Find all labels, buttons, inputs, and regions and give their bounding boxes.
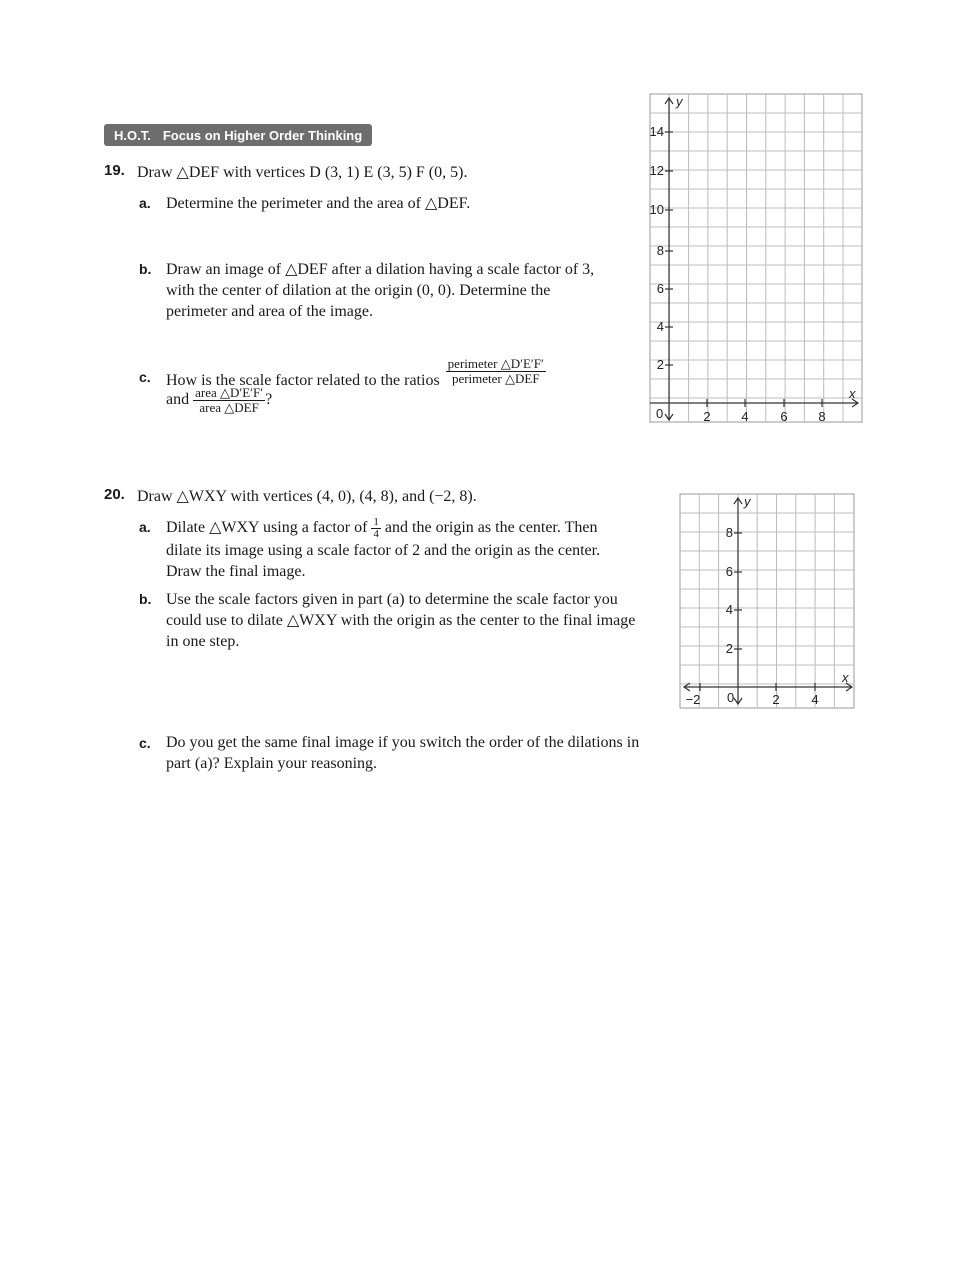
grid-2-y-label: y xyxy=(744,494,751,509)
grid-1-border xyxy=(650,94,862,422)
grid-2-x-tick: −2 xyxy=(685,692,701,707)
hot-badge xyxy=(104,124,372,146)
grid-1-y-tick: 12 xyxy=(649,163,664,178)
problem-19-stem: Draw △DEF with vertices D (3, 1) E (3, 5) F (0, 5). xyxy=(137,164,468,181)
problem-19c-line2 xyxy=(166,386,272,415)
grid-2-y-tick: 2 xyxy=(725,641,733,656)
grid-1-x-tick: 4 xyxy=(741,409,749,424)
problem-19b-letter: b. xyxy=(139,261,152,277)
grid-2-lines xyxy=(680,494,854,708)
grid-1-y-tick: 6 xyxy=(656,281,664,296)
area-ratio-num: area △D′E′F′ xyxy=(195,385,264,400)
problem-19c-text: How is the scale factor related to the ratios xyxy=(166,372,440,390)
grid-2-y-tick: 8 xyxy=(725,525,733,540)
grid-2-y-tick: 4 xyxy=(725,602,733,617)
one-quarter-den: 4 xyxy=(373,528,379,540)
problem-19a-text: Determine the perimeter and the area of △DEF. xyxy=(166,195,471,212)
grid-2-x-label: x xyxy=(842,670,849,685)
problem-20c-letter: c. xyxy=(139,735,151,751)
problem-20c-text: Do you get the same final image if you switch the order of the dilations in part (a)? Explain your reasoning. xyxy=(166,734,640,772)
problem-20a-text-2: and the origin as the center. Then dilate its image using a scale factor of 2 and the origin as the center. Draw the final image. xyxy=(166,519,601,580)
coordinate-grid-1[interactable] xyxy=(640,90,866,426)
problem-20b-letter: b. xyxy=(139,591,152,607)
problem-19c-qmark: ? xyxy=(265,391,273,409)
grid-2-y-tick: 6 xyxy=(725,564,733,579)
grid-1-x-tick: 2 xyxy=(703,409,711,424)
coordinate-grid-2[interactable] xyxy=(676,490,860,712)
badge-title: Focus on Higher Order Thinking xyxy=(162,127,363,143)
problem-20a-letter: a. xyxy=(139,519,151,535)
grid-1-y-tick: 8 xyxy=(656,243,664,258)
perimeter-ratio-num: perimeter △D′E′F′ xyxy=(447,356,544,371)
area-ratio-den: area △DEF xyxy=(199,400,259,415)
badge-hot-label: H.O.T. xyxy=(114,127,151,143)
grid-1-x-label: x xyxy=(849,386,856,401)
problem-20a-text xyxy=(166,517,636,582)
grid-2-x-tick: 4 xyxy=(811,692,819,707)
grid-1-y-label: y xyxy=(676,94,683,109)
one-quarter-num: 1 xyxy=(373,516,379,528)
problem-19-number: 19. xyxy=(104,162,125,179)
grid-1-x-tick: 8 xyxy=(818,409,826,424)
grid-1-y-ticks xyxy=(650,124,664,372)
grid-1-axes xyxy=(650,98,858,420)
area-ratio xyxy=(193,386,265,415)
one-quarter-fraction xyxy=(371,517,381,540)
grid-2-axes xyxy=(684,498,852,704)
grid-1-y-tick: 10 xyxy=(649,202,664,217)
grid-2-border xyxy=(680,494,854,708)
problem-20-number: 20. xyxy=(104,486,125,503)
grid-2-origin: 0 xyxy=(727,690,735,705)
grid-1-y-tick: 14 xyxy=(649,124,664,139)
problem-20-stem: Draw △WXY with vertices (4, 0), (4, 8), and (−2, 8). xyxy=(137,488,477,505)
grid-1-x-tick: 6 xyxy=(780,409,788,424)
grid-2-x-tick: 2 xyxy=(772,692,780,707)
problem-20a-text-1: Dilate △WXY using a factor of xyxy=(166,519,368,537)
problem-19c-letter: c. xyxy=(139,369,151,385)
perimeter-ratio xyxy=(446,357,546,386)
grid-1-origin: 0 xyxy=(656,406,664,421)
problem-19a-letter: a. xyxy=(139,195,151,211)
perimeter-ratio-den: perimeter △DEF xyxy=(451,371,540,386)
grid-1-lines xyxy=(650,94,862,422)
grid-1-y-tick: 2 xyxy=(656,357,664,372)
grid-2-x-ticks xyxy=(686,692,819,707)
problem-19b-text: Draw an image of △DEF after a dilation having a scale factor of 3, with the center of dilation at the origin (0, 0). Determine the perimeter and area of the image. xyxy=(166,261,595,320)
problem-19c-and: and xyxy=(166,391,190,409)
grid-2-y-ticks xyxy=(726,525,733,656)
problem-20b-text: Use the scale factors given in part (a) to determine the scale factor you could use to dilate △WXY with the origin as the center to the final image in one step. xyxy=(166,591,636,650)
grid-1-y-tick: 4 xyxy=(656,319,664,334)
